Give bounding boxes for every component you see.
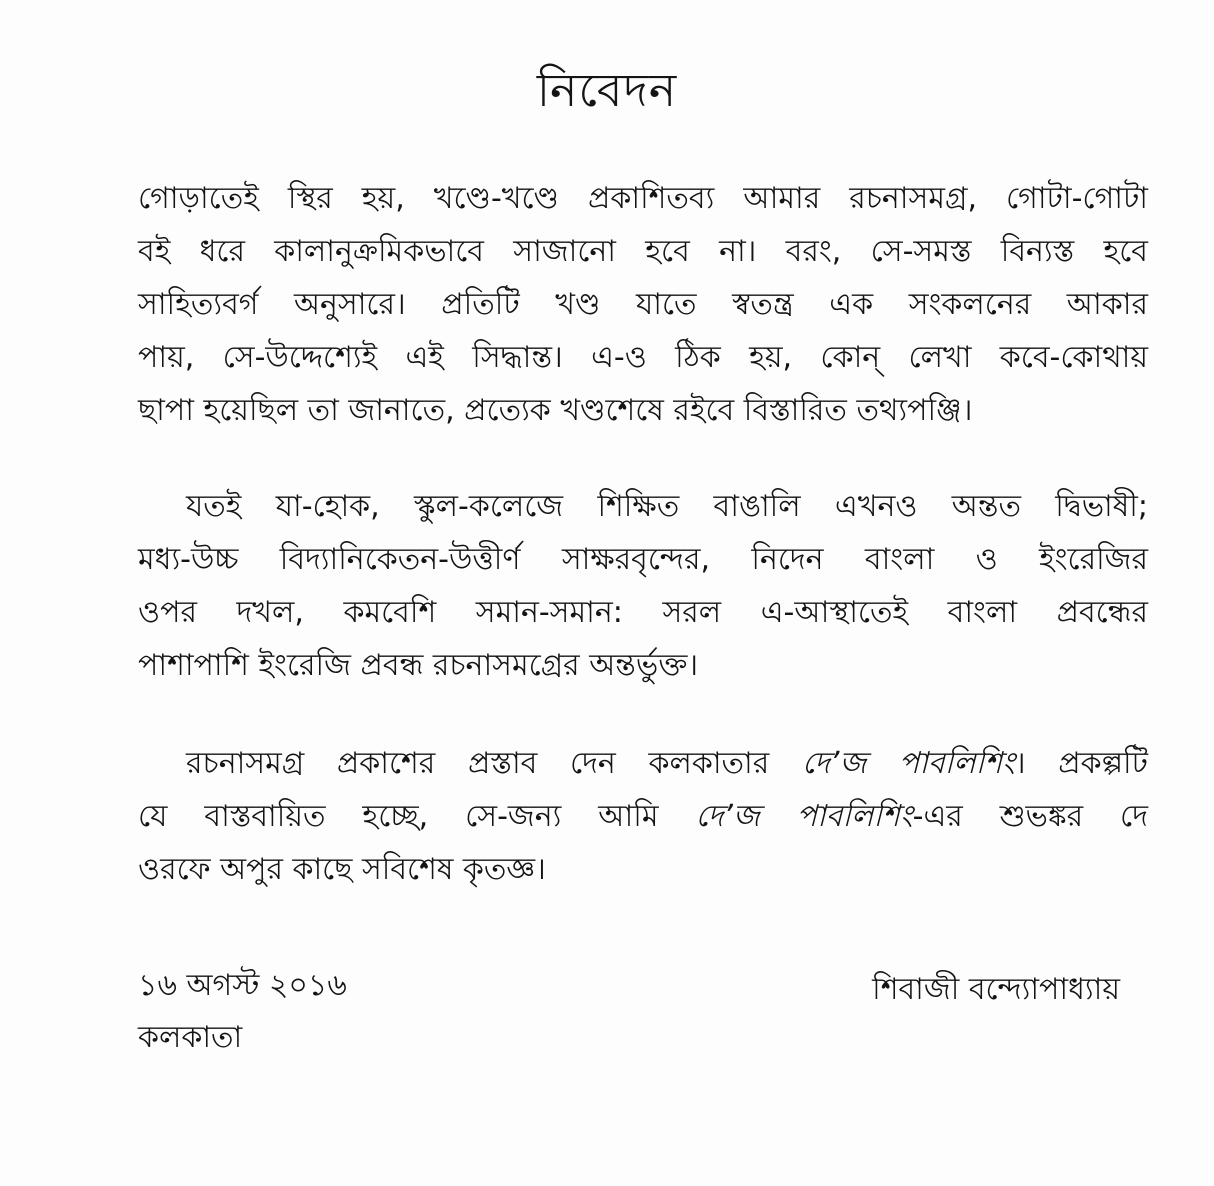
paragraph-line bbox=[138, 737, 1148, 790]
text-run: রচনাসমগ্র প্রকাশের প্রস্তাব দেন কলকাতার bbox=[186, 746, 802, 781]
paragraph-line: মধ্য-উচ্চ বিদ্যানিকেতন-উত্তীর্ণ সাক্ষরবৃন্দের, নিদেন বাংলা ও ইংরেজির bbox=[138, 542, 1148, 577]
author-signature: শিবাজী বন্দ্যোপাধ্যায় bbox=[872, 972, 1120, 1007]
paragraph-line: পায়, সে-উদ্দেশ্যেই এই সিদ্ধান্ত। এ-ও ঠিক হয়, কোন্ লেখা কবে-কোথায় bbox=[138, 340, 1148, 375]
paragraph-line: পাশাপাশি ইংরেজি প্রবন্ধ রচনাসমগ্রের অন্তর্ভুক্ত। bbox=[138, 648, 699, 683]
paragraph-line: ওরফে অপুর কাছে সবিশেষ কৃতজ্ঞ। bbox=[138, 852, 546, 887]
text-run: । প্রকল্পটি bbox=[1014, 746, 1148, 781]
paragraph-line bbox=[138, 790, 1148, 843]
paragraph-2 bbox=[138, 480, 1148, 692]
place: কলকাতা bbox=[138, 1020, 243, 1055]
text-run: -এর শুভঙ্কর দে bbox=[912, 799, 1148, 834]
paragraph-line: বই ধরে কালানুক্রমিকভাবে সাজানো হবে না। বরং, সে-সমস্ত বিন্যস্ত হবে bbox=[138, 234, 1148, 269]
paragraph-1 bbox=[138, 172, 1148, 437]
publisher-name: দে’জ পাবলিশিং bbox=[695, 799, 913, 834]
paragraph-line: সাহিত্যবর্গ অনুসারে। প্রতিটি খণ্ড যাতে স্বতন্ত্র এক সংকলনের আকার bbox=[138, 287, 1148, 322]
text-run: যে বাস্তবায়িত হচ্ছে, সে-জন্য আমি bbox=[138, 799, 696, 834]
date: ১৬ অগস্ট ২০১৬ bbox=[138, 968, 347, 1003]
paragraph-line: ছাপা হয়েছিল তা জানাতে, প্রত্যেক খণ্ডশেষে রইবে বিস্তারিত তথ্যপঞ্জি। bbox=[138, 393, 973, 428]
publisher-name: দে’জ পাবলিশিং bbox=[801, 746, 1015, 781]
paragraph-line: যতই যা-হোক, স্কুল-কলেজে শিক্ষিত বাঙালি এখনও অন্তত দ্বিভাষী; bbox=[186, 489, 1148, 524]
page-title: নিবেদন bbox=[536, 63, 678, 117]
paragraph-3 bbox=[138, 737, 1148, 896]
paragraph-line: গোড়াতেই স্থির হয়, খণ্ডে-খণ্ডে প্রকাশিতব্য আমার রচনাসমগ্র, গোটা-গোটা bbox=[138, 181, 1148, 216]
paragraph-line: ওপর দখল, কমবেশি সমান-সমান: সরল এ-আস্থাতেই বাংলা প্রবন্ধের bbox=[138, 595, 1148, 630]
